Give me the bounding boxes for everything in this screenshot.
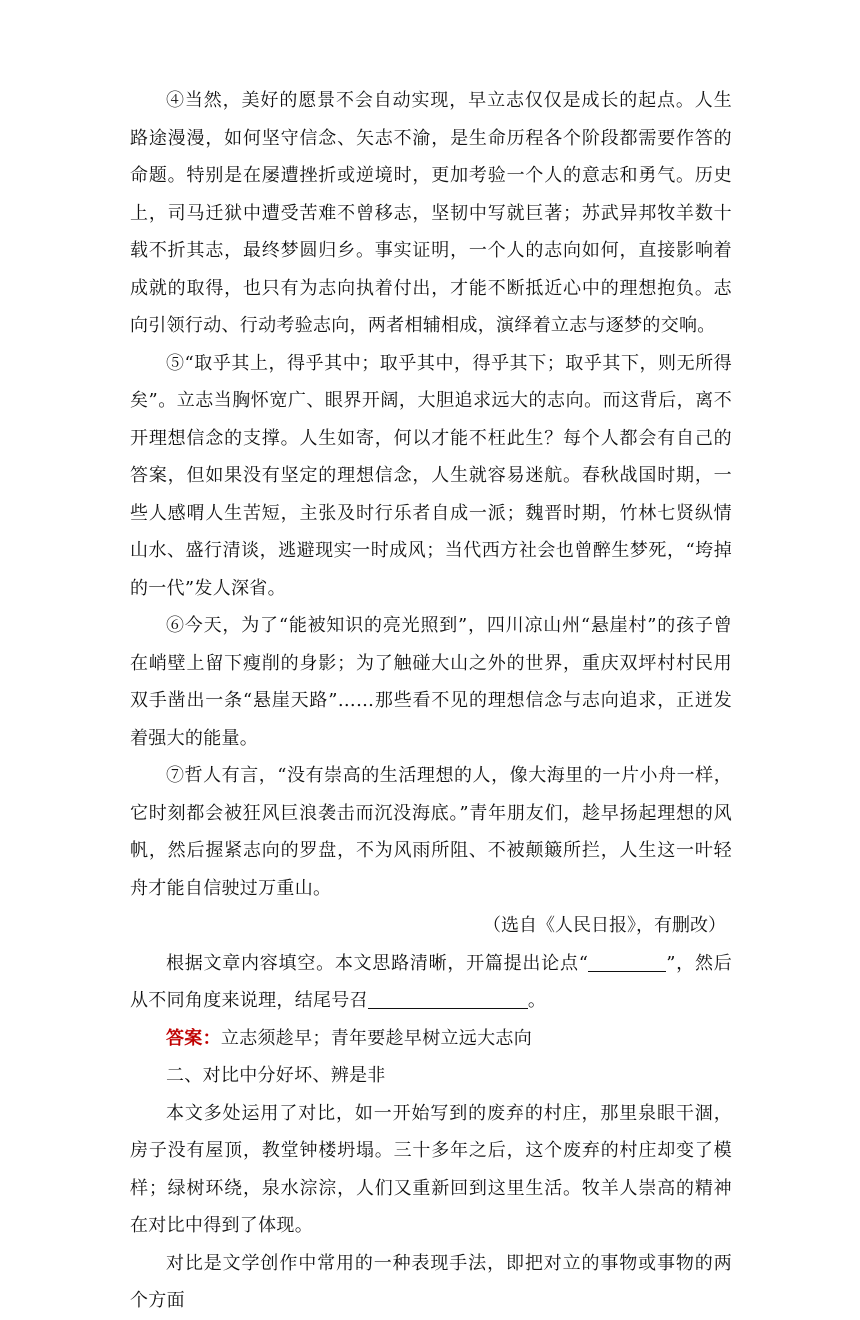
question-text-1: 根据文章内容填空。本文思路清晰，开篇提出论点“ xyxy=(166,952,589,974)
question-text-3: 。 xyxy=(527,990,547,1011)
section-heading: 二、对比中分好坏、辨是非 xyxy=(166,1065,386,1086)
answer-line xyxy=(130,1020,732,1058)
body-paragraph-1: 本文多处运用了对比，如一开始写到的废弃的村庄，那里泉眼干涸，房子没有屋顶，教堂钟楼坍塌。三十多年之后，这个废弃的村庄却变了模样；绿树环绕，泉水淙淙，人们又重新回到这里生活。牧羊人崇高的精神在对比中得到了体现。 xyxy=(130,1102,732,1236)
paragraph-5: ⑤“取乎其上，得乎其中；取乎其中，得乎其下；取乎其下，则无所得矣”。立志当胸怀宽广、眼界开阔，大胆追求远大的志向。而这背后，离不开理想信念的支撑。人生如寄，何以才能不枉此生？每个人都会有自己的答案，但如果没有坚定的理想信念，人生就容易迷航。春秋战国时期，一些人感喟人生苦短，主张及时行乐者自成一派；魏晋时期，竹林七贤纵情山水、盛行清谈，逃避现实一时成风；当代西方社会也曾醉生梦死，“垮掉的一代”发人深省。 xyxy=(130,352,732,599)
answer-blank-1[interactable] xyxy=(588,953,666,972)
paragraph-6: ⑥今天，为了“能被知识的亮光照到”，四川凉山州“悬崖村”的孩子曾在峭壁上留下瘦削的身影；为了触碰大山之外的世界，重庆双坪村村民用双手凿出一条“悬崖天路”……那些看不见的理想信念与志向追求，正迸发着强大的能量。 xyxy=(130,615,732,749)
body-paragraph-2: 对比是文学创作中常用的一种表现手法，即把对立的事物或事物的两个方面 xyxy=(130,1252,732,1311)
paragraph-7: ⑦哲人有言，“没有崇高的生活理想的人，像大海里的一片小舟一样，它时刻都会被狂风巨浪袭击而沉没海底。”青年朋友们，趁早扬起理想的风帆，然后握紧志向的罗盘，不为风雨所阻、不被颠簸所拦，人生这一叶轻舟才能自信驶过万重山。 xyxy=(130,765,732,899)
fill-in-question xyxy=(130,945,732,1020)
answer-label: 答案： xyxy=(166,1027,221,1049)
source-citation: （选自《人民日报》，有删改） xyxy=(483,915,726,936)
paragraph-4: ④当然，美好的愿景不会自动实现，早立志仅仅是成长的起点。人生路途漫漫，如何坚守信念、矢志不渝，是生命历程各个阶段都需要作答的命题。特别是在屡遭挫折或逆境时，更加考验一个人的意志和勇气。历史上，司马迁狱中遭受苦难不曾移志，坚韧中写就巨著；苏武异邦牧羊数十载不折其志，最终梦圆归乡。事实证明，一个人的志向如何，直接影响着成就的取得，也只有为志向执着付出，才能不断抵近心中的理想抱负。志向引领行动、行动考验志向，两者相辅相成，演绎着立志与逐梦的交响。 xyxy=(130,90,732,336)
answer-text: 立志须趁早；青年要趁早树立远大志向 xyxy=(220,1027,533,1049)
document-page xyxy=(130,82,732,1320)
answer-blank-2[interactable] xyxy=(368,990,528,1009)
question-text-2: ”，然后从不同角度来说理，结尾号召 xyxy=(130,952,732,1011)
